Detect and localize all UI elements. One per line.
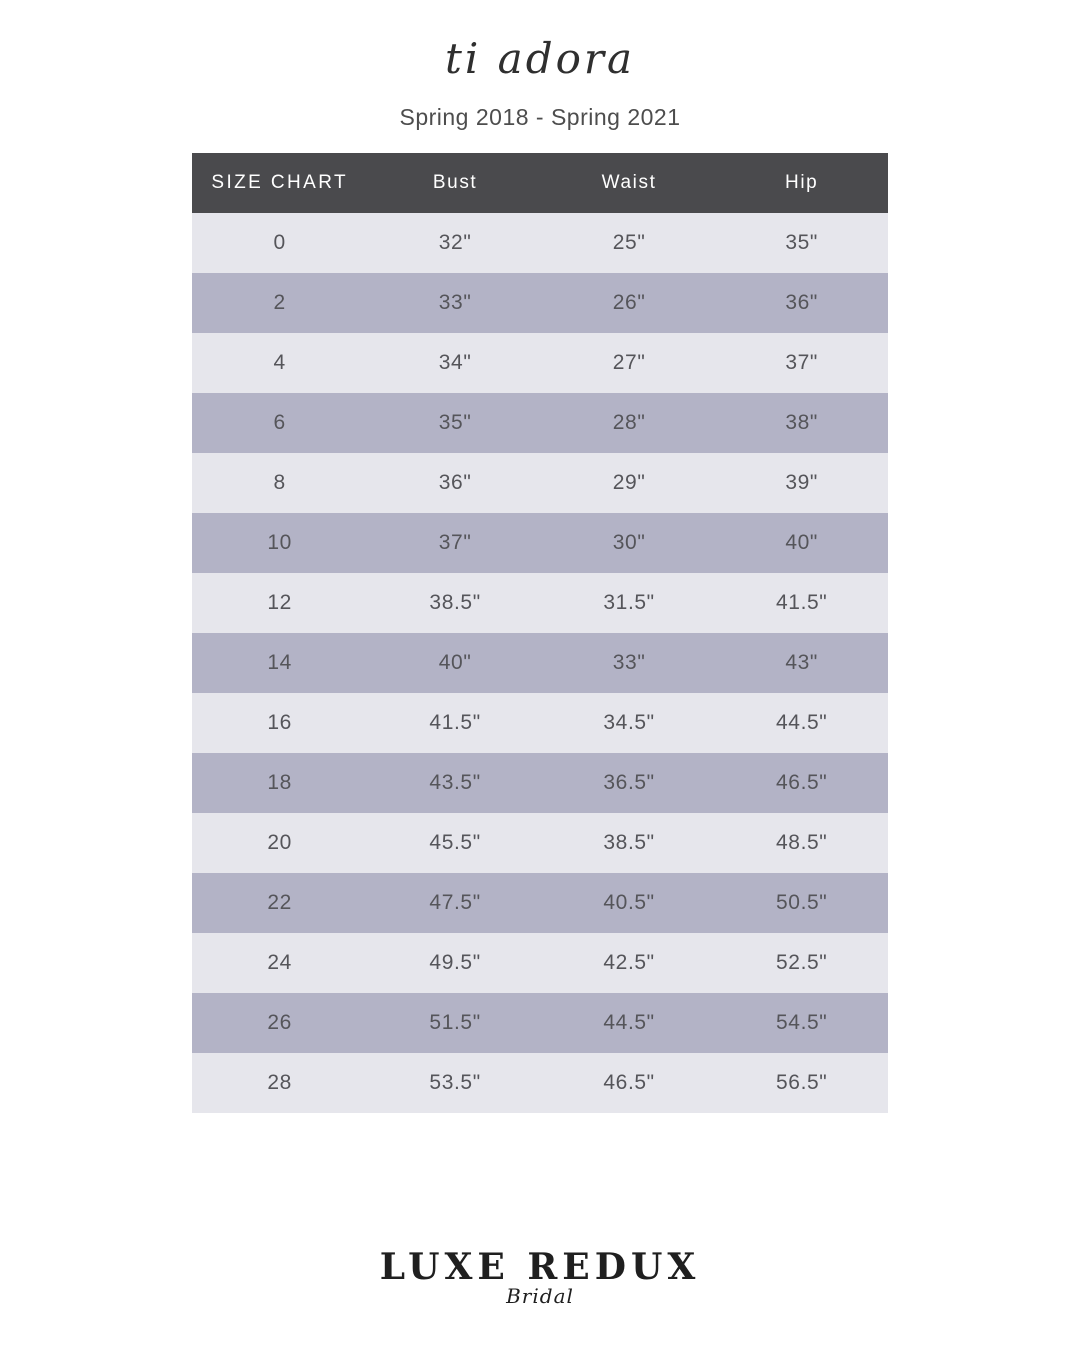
cell-size: 24	[192, 933, 367, 993]
cell-size: 6	[192, 393, 367, 453]
table-row	[192, 453, 888, 513]
cell-bust: 40"	[367, 633, 542, 693]
cell-bust: 36"	[367, 453, 542, 513]
table-row	[192, 333, 888, 393]
cell-bust: 49.5"	[367, 933, 542, 993]
cell-bust: 45.5"	[367, 813, 542, 873]
table-row	[192, 573, 888, 633]
table-row	[192, 693, 888, 753]
cell-size: 12	[192, 573, 367, 633]
cell-waist: 29"	[543, 453, 716, 513]
cell-waist: 33"	[543, 633, 716, 693]
cell-hip: 54.5"	[715, 993, 888, 1053]
cell-bust: 41.5"	[367, 693, 542, 753]
table-row	[192, 813, 888, 873]
cell-size: 4	[192, 333, 367, 393]
table-row	[192, 393, 888, 453]
cell-hip: 48.5"	[715, 813, 888, 873]
cell-waist: 44.5"	[543, 993, 716, 1053]
cell-size: 16	[192, 693, 367, 753]
cell-size: 14	[192, 633, 367, 693]
cell-waist: 28"	[543, 393, 716, 453]
footer-logo	[0, 1246, 1080, 1308]
cell-size: 0	[192, 213, 367, 273]
cell-bust: 32"	[367, 213, 542, 273]
table-row	[192, 513, 888, 573]
cell-waist: 40.5"	[543, 873, 716, 933]
cell-waist: 31.5"	[543, 573, 716, 633]
cell-bust: 53.5"	[367, 1053, 542, 1113]
cell-hip: 46.5"	[715, 753, 888, 813]
cell-bust: 35"	[367, 393, 542, 453]
cell-size: 20	[192, 813, 367, 873]
table-row	[192, 273, 888, 333]
size-chart-container	[192, 153, 888, 1113]
cell-waist: 30"	[543, 513, 716, 573]
table-row	[192, 1053, 888, 1113]
size-chart-table	[192, 153, 888, 1113]
cell-waist: 26"	[543, 273, 716, 333]
table-row	[192, 873, 888, 933]
column-header-bust: Bust	[367, 153, 542, 213]
cell-size: 22	[192, 873, 367, 933]
table-row	[192, 933, 888, 993]
cell-size: 2	[192, 273, 367, 333]
cell-bust: 37"	[367, 513, 542, 573]
cell-waist: 36.5"	[543, 753, 716, 813]
cell-hip: 41.5"	[715, 573, 888, 633]
cell-bust: 34"	[367, 333, 542, 393]
footer-brand-name: LUXE REDUX	[379, 1246, 701, 1288]
cell-hip: 44.5"	[715, 693, 888, 753]
column-header-waist: Waist	[543, 153, 716, 213]
cell-waist: 46.5"	[543, 1053, 716, 1113]
column-header-hip: Hip	[715, 153, 888, 213]
table-row	[192, 213, 888, 273]
cell-size: 10	[192, 513, 367, 573]
cell-hip: 43"	[715, 633, 888, 693]
cell-hip: 36"	[715, 273, 888, 333]
cell-hip: 50.5"	[715, 873, 888, 933]
cell-hip: 38"	[715, 393, 888, 453]
table-row	[192, 993, 888, 1053]
column-header-size: SIZE CHART	[192, 153, 367, 213]
table-body	[192, 213, 888, 1113]
season-subtitle: Spring 2018 - Spring 2021	[399, 104, 681, 131]
cell-size: 28	[192, 1053, 367, 1113]
cell-size: 8	[192, 453, 367, 513]
cell-hip: 39"	[715, 453, 888, 513]
cell-hip: 37"	[715, 333, 888, 393]
cell-size: 26	[192, 993, 367, 1053]
table-row	[192, 633, 888, 693]
cell-hip: 52.5"	[715, 933, 888, 993]
cell-hip: 40"	[715, 513, 888, 573]
table-row	[192, 753, 888, 813]
brand-title: ti adora	[445, 34, 635, 83]
cell-waist: 34.5"	[543, 693, 716, 753]
cell-size: 18	[192, 753, 367, 813]
cell-bust: 33"	[367, 273, 542, 333]
table-header	[192, 153, 888, 213]
cell-bust: 38.5"	[367, 573, 542, 633]
cell-bust: 51.5"	[367, 993, 542, 1053]
cell-waist: 25"	[543, 213, 716, 273]
cell-hip: 35"	[715, 213, 888, 273]
cell-waist: 42.5"	[543, 933, 716, 993]
table-header-row	[192, 153, 888, 213]
cell-bust: 47.5"	[367, 873, 542, 933]
cell-waist: 38.5"	[543, 813, 716, 873]
footer-brand-tagline: Bridal	[506, 1284, 574, 1308]
cell-hip: 56.5"	[715, 1053, 888, 1113]
cell-waist: 27"	[543, 333, 716, 393]
cell-bust: 43.5"	[367, 753, 542, 813]
